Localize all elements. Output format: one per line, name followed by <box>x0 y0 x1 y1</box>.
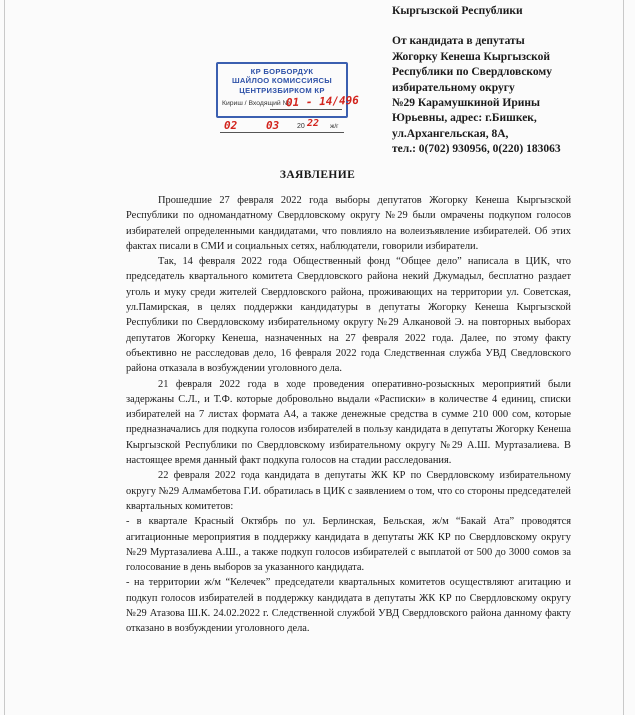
document-title: ЗАЯВЛЕНИЕ <box>279 169 356 181</box>
stamp-date-year: 22 <box>307 118 320 129</box>
divider <box>270 109 342 110</box>
paragraph: Прошедшие 27 февраля 2022 года выборы депутатов Жогорку Кенеша Кыргызской Республики по одномандатному Свердловскому округу №29 были омрачены подкупом голосов избирателей определенными кандидатами, что повлияло на волеизъявление избирателей. Об этих фактах писали в СМИ и социальных сетях, наблюдатели, говорили избиратели. <box>126 195 571 252</box>
stamp-line: КР БОРБОРДУК <box>250 67 314 76</box>
addressee-line: Кыргызской Республики <box>392 5 523 17</box>
paragraph: Так, 14 февраля 2022 года Общественный фонд “Общее дело” написала в ЦИК, что председатель квартального комитета Свердловского района некий Джумадыл, бесплатно раздает уголь и муку среди жителей Свердловского района, проживающих на территории ул. Советская, ул.Памирская, в целях поддержки кандидатуры в депутаты Жогорку Кенеша Кыргызской Республики по Свердловскому избирательному округу №29 Алкановой Э. на повторных выборах депутатов Жогорку Кенеша, назначенных на 27 февраля 2022 года. Далее, по этому факту объективно не расследовав дело, 16 февраля 2022 года Следственная служба УВД Сведловского района отказала в возбуждении уголовного дела. <box>126 256 571 375</box>
sender-line: №29 Карамушкиной Ирины <box>392 97 541 110</box>
stamp-line: ШАЙЛОО КОМИССИЯСЫ <box>231 76 333 86</box>
scan-edge-left <box>4 0 5 715</box>
sender-line: Юрьевны, адрес: г.Бишкек, <box>392 112 537 125</box>
document-body <box>126 193 571 637</box>
stamp-date-month: 03 <box>266 119 280 132</box>
sender-address-block <box>392 4 627 158</box>
paragraph: 22 февраля 2022 года кандидата в депутаты ЖК КР по Свердловскому избирательному округу №29 Алмамбетова Г.И. обратилась в ЦИК с заявлением о том, что со стороны председателей квартальных комитетов: <box>126 470 571 512</box>
list-item: - на территории ж/м “Келечек” председатели квартальных комитетов осуществляют агитацию и подкуп голосов избирателей в поддержку кандидата в депутаты ЖК КР по Свердловскому округу №29 Атазова Ш.К. 24.02.2022 г. Следственной службой УВД Свердловского района данному факту отказано в возбуждении уголовного дела. <box>126 577 571 635</box>
sender-line: избирательному округу <box>392 81 515 94</box>
registration-number: 01 - 14/496 <box>285 93 360 110</box>
stamp-line: ЦЕНТРИЗБИРКОМ КР <box>239 85 325 95</box>
sender-line: ул.Архангельская, 8А, <box>392 127 509 140</box>
registration-label: Кириш / Входящий № <box>222 100 290 107</box>
sender-line: Республики по Свердловскому <box>392 66 553 79</box>
stamp-date-day: 02 <box>224 119 238 132</box>
list-item: - в квартале Красный Октябрь по ул. Берлинская, Бельская, ж/м “Бакай Ата” проводятся агитационные мероприятия в поддержку кандидата в депутаты ЖК КР по Свердловскому округу №29 Муртазалиева А.Ш., а также подкуп голосов избирателей с выплатой от 500 до 3000 сомов за голосование в день выборов за указанного кандидата. <box>126 516 571 574</box>
sender-line: Жогорку Кенеша Кыргызской <box>392 50 550 63</box>
sender-line: От кандидата в депутаты <box>392 35 525 48</box>
stamp-date-year-prefix: 20 <box>297 123 305 130</box>
stamp-date-suffix: ж/г <box>330 123 339 130</box>
sender-phone-line: тел.: 0(702) 930956, 0(220) 183063 <box>392 143 561 156</box>
paragraph: 21 февраля 2022 года в ходе проведения оперативно-розыскных мероприятий были задержаны С.Л., и Т.Ф. которые добровольно выдали «Расписки» в количестве 4 единиц, списки избирателей на 7 листах формата А4, а также денежные средства в сумме 210 000 сом, которые предназначались для подкупа голосов избирателей в пользу кандидата в депутаты Жогорку Кенеша Кыргызской Республики по Свердловскому избирательному округу №29 А.Ш. Муртазалиева. В настоящее время данный факт подкупа голосов на стадии расследования. <box>126 378 571 467</box>
divider <box>220 132 344 133</box>
